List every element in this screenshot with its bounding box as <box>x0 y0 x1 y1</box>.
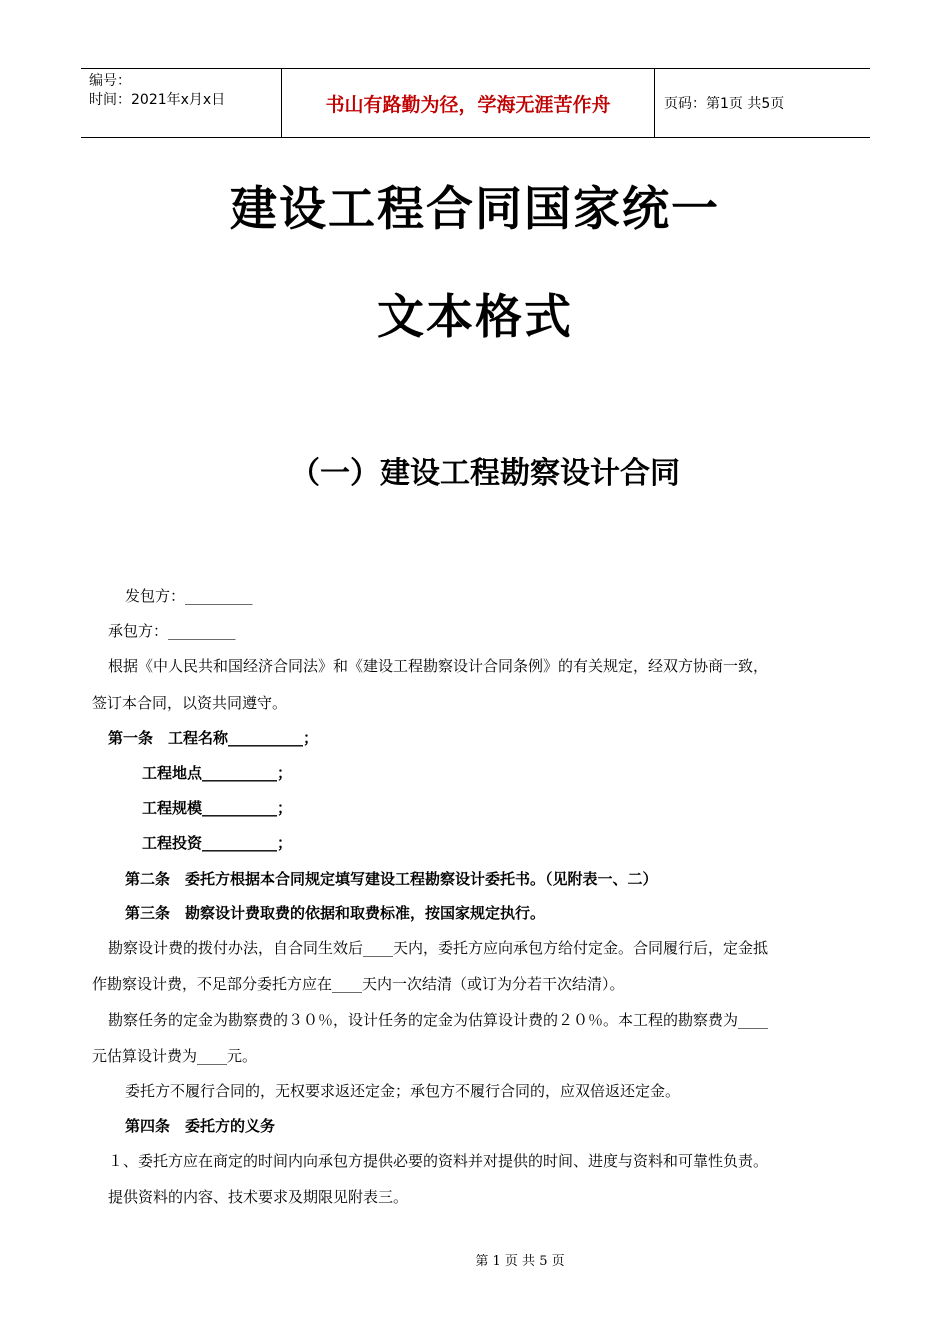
article1-scale: 工程规模__________； <box>142 799 293 817</box>
number-label: 编号： <box>89 73 131 89</box>
default-para: 委托方不履行合同的，无权要求返还定金；承包方不履行合同的，应双倍返还定金。 <box>125 1082 681 1100</box>
fee-para-line2: 作勘察设计费，不足部分委托方应在____天内一次结清（或订为分若干次结清）。 <box>92 975 625 993</box>
page-header <box>81 68 870 138</box>
header-meta <box>81 69 282 137</box>
fee-para-line1: 勘察设计费的拨付办法，自合同生效后____天内，委托方应向承包方给付定金。合同履行后，定金抵 <box>108 939 769 957</box>
deposit-para-line1: 勘察任务的定金为勘察费的３０％，设计任务的定金为估算设计费的２０％。本工程的勘察费为____ <box>108 1011 769 1029</box>
time-label: 时间：2021年x月x日 <box>89 92 226 108</box>
header-motto: 书山有路勤为径，学海无涯苦作舟 <box>282 69 655 137</box>
article1-name: 第一条 工程名称__________； <box>108 729 319 747</box>
header-page-info: 页码：第1页 共5页 <box>664 96 785 112</box>
contract-subtitle: （一）建设工程勘察设计合同 <box>290 456 680 491</box>
article4: 第四条 委托方的义务 <box>125 1117 276 1135</box>
obligation1-line1: １、委托方应在商定的时间内向承包方提供必要的资料并对提供的时间、进度与资料和可靠性负责。 <box>108 1152 769 1170</box>
document-title-line1: 建设工程合同国家统一 <box>230 182 720 237</box>
article1-investment: 工程投资__________； <box>142 834 293 852</box>
document-title-line2: 文本格式 <box>377 290 573 345</box>
article3: 第三条 勘察设计费取费的依据和取费标准，按国家规定执行。 <box>125 904 546 922</box>
page-footer: 第 1 页 共 5 页 <box>475 1254 565 1269</box>
article1-location: 工程地点__________； <box>142 764 293 782</box>
preamble-line2: 签订本合同，以资共同遵守。 <box>92 694 288 712</box>
contractor-line: 承包方：_________ <box>108 622 236 640</box>
deposit-para-line2: 元估算设计费为____元。 <box>92 1047 258 1065</box>
obligation1-line2: 提供资料的内容、技术要求及期限见附表三。 <box>108 1188 409 1206</box>
preamble-line1: 根据《中人民共和国经济合同法》和《建设工程勘察设计合同条例》的有关规定，经双方协商一致， <box>108 657 769 675</box>
employer-line: 发包方：_________ <box>125 587 253 605</box>
article2: 第二条 委托方根据本合同规定填写建设工程勘察设计委托书。（见附表一、二） <box>125 870 658 888</box>
